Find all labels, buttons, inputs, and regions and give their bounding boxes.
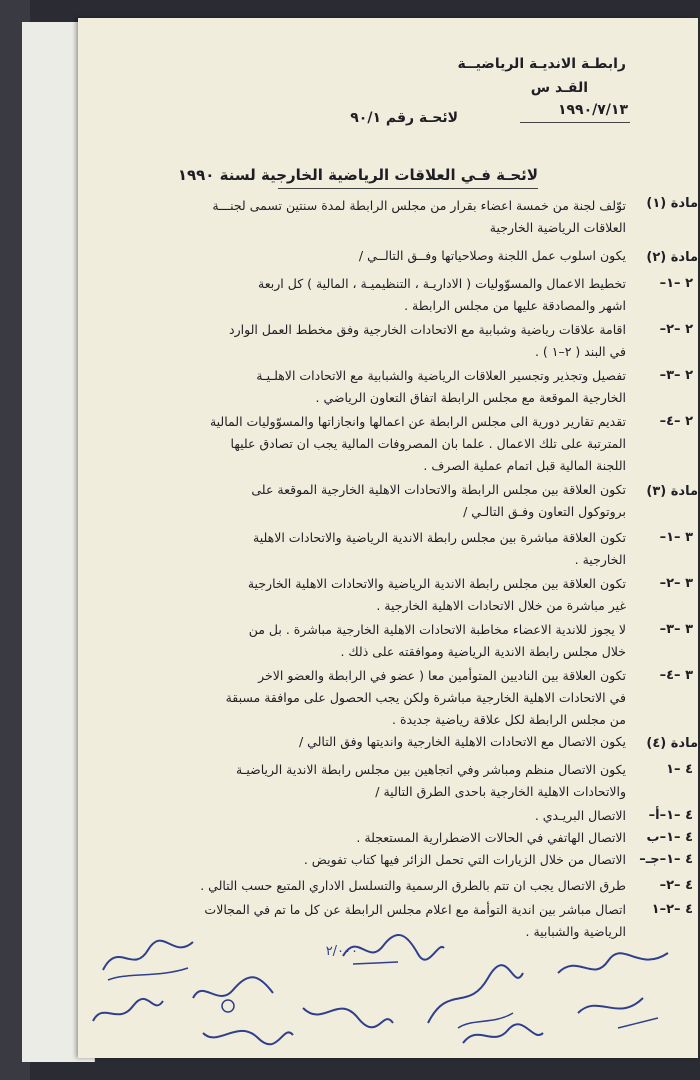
article-text-line: العلاقات الرياضية الخارجية [489, 220, 626, 235]
article-label: مادة (٣) [646, 484, 698, 499]
item-text-line: خلال مجلس رابطة الاندية الرياضية وموافقته على ذلك . [340, 644, 626, 659]
signature-name-c [298, 988, 398, 1038]
item-text-line: يكون الاتصال منظم ومباشر وفي اتجاهين بين مجلس رابطة الاندية الرياضيـة [235, 762, 626, 777]
regulation-number: لائحـة رقم ٩٠/١ [350, 110, 458, 126]
item-text-line: تكون العلاقة بين الناديين المتوأمين معا ( عضو في الرابطة والعضو الاخر [258, 668, 626, 683]
item-number: ٣ –٤– [659, 668, 693, 683]
item-text-line: تفصيل وتجذير وتجسير العلاقات الرياضية والشبابية مع الاتحادات الاهلـيـة [256, 368, 626, 383]
article-text-line: بروتوكول التعاون وفـق التالـي / [463, 504, 626, 519]
item-number: ٤ –٢– [659, 878, 693, 893]
item-number: ٤ –١–أ– [648, 808, 693, 823]
signature-name-e [548, 943, 678, 1033]
item-text-line: اللجنة المالية قبل اتمام عملية الصرف . [423, 458, 626, 473]
item-text-line: والاتحادات الاهلية الخارجية باحدى الطرق التالية / [375, 784, 626, 799]
article-label: مادة (٢) [646, 250, 698, 265]
signature-name-h [88, 986, 168, 1036]
item-text-line: تقديم تقارير دورية الى مجلس الرابطة عن اعمالها وانجازاتها والمسوّوليات المالية [209, 414, 626, 429]
item-text-line: تخطيط الاعمال والمسوّوليات ( الاداريـة ، التنظيميـة ، المالية ) كل اربعة [258, 276, 626, 291]
item-number: ٣ –١– [659, 530, 693, 545]
item-text-line: الرياضية والشبابية . [525, 924, 626, 939]
article-text-line: توّلف لجنة من خمسة اعضاء بقرار من مجلس الرابطة لمدة سنتين تسمى لجنـــة [212, 198, 626, 213]
item-number: ٤ –١–جـ– [639, 852, 693, 867]
item-number: ٢ –٤– [659, 414, 693, 429]
item-text-line: اشهر والمصادقة عليها من مجلس الرابطة . [404, 298, 626, 313]
item-text-line: لا يجوز للاندية الاعضاء مخاطبة الاتحادات الاهلية الخارجية مباشرة . بل من [248, 622, 626, 637]
item-number: ٣ –٢– [659, 576, 693, 591]
signature-name-b [188, 968, 278, 1018]
item-text-line: اتصال مباشر بين اندية التوأمة مع اعلام مجلس الرابطة عن كل ما تم في المجالات [204, 902, 626, 917]
item-text-line: اقامة علاقات رياضية وشبابية مع الاتحادات الخارجية وفق مخطط العمل الوارد [229, 322, 626, 337]
document-date: ١٩٩٠/٧/١٣ [557, 102, 628, 118]
document-page [78, 18, 698, 1058]
item-text-line: المترتبة على تلك الاعمال . علما بان المصروفات المالية يجب ان تصادق عليها [230, 436, 626, 451]
signature-note: ٢/٠٠٠ [325, 944, 358, 959]
item-text-line: غير مباشرة من خلال الاتحادات الاهلية الخارجية . [376, 598, 626, 613]
signature-name-g [198, 1013, 298, 1049]
page-title: لائحـة فـي العلاقات الرياضية الخارجية لسنة ١٩٩٠ [177, 166, 538, 184]
item-number: ٢ –١– [659, 276, 693, 291]
item-text-line: الاتصال البريـدي . [534, 808, 626, 823]
item-number: ٢ –٣– [659, 368, 693, 383]
item-number: ٤ –٢–١ [651, 902, 693, 917]
item-text-line: الخارجية الموقعة مع مجلس الرابطة اتفاق التعاون الرياضي . [315, 390, 626, 405]
signature-name-f [458, 1018, 548, 1054]
item-text-line: الاتصال الهاتفي في الحالات الاضطرارية المستعجلة . [356, 830, 626, 845]
item-text-line: تكون العلاقة مباشرة بين مجلس رابطة الاندية الرياضية والاتحادات الاهلية [253, 530, 626, 545]
item-number: ٤ –١–ب [646, 830, 693, 845]
article-label: مادة (١) [646, 196, 698, 211]
title-underline [278, 188, 538, 189]
article-text-line: يكون اسلوب عمل اللجنة وصلاحياتها وفــق التالــي / [358, 248, 626, 263]
item-text-line: في الاتحادات الاهلية الخارجية مباشرة ولكن يجب الحصول على موافقة مسبقة [225, 690, 626, 705]
item-number: ٢ –٢– [659, 322, 693, 337]
item-text-line: من مجلس الرابطة لكل علاقة رياضية جديدة . [392, 712, 626, 727]
item-text-line: الخارجية . [574, 552, 626, 567]
article-text-line: تكون العلاقة بين مجلس الرابطة والاتحادات الاهلية الخارجية الموقعة على [251, 482, 626, 497]
article-label: مادة (٤) [646, 736, 698, 751]
signature-name-a [98, 930, 198, 986]
org-name: رابطـة الانديـة الرياضيــة [457, 56, 626, 72]
city: القـد س [530, 80, 588, 96]
item-number: ٤ –١ [666, 762, 693, 777]
item-number: ٣ –٣– [659, 622, 693, 637]
article-text-line: يكون الاتصال مع الاتحادات الاهلية الخارجية وانديتها وفق التالي / [298, 734, 626, 749]
item-text-line: طرق الاتصال يجب ان تتم بالطرق الرسمية والتسلسل الاداري المتبع حسب التالي . [200, 878, 626, 893]
item-text-line: في البند ( ٢–١ ) . [534, 344, 626, 359]
item-text-line: تكون العلاقة بين مجلس رابطة الاندية الرياضية والاتحادات الاهلية الخارجية [247, 576, 626, 591]
item-text-line: الاتصال من خلال الزيارات التي تحمل الزائر فيها كتاب تفويض . [303, 852, 626, 867]
date-underline [520, 122, 630, 123]
